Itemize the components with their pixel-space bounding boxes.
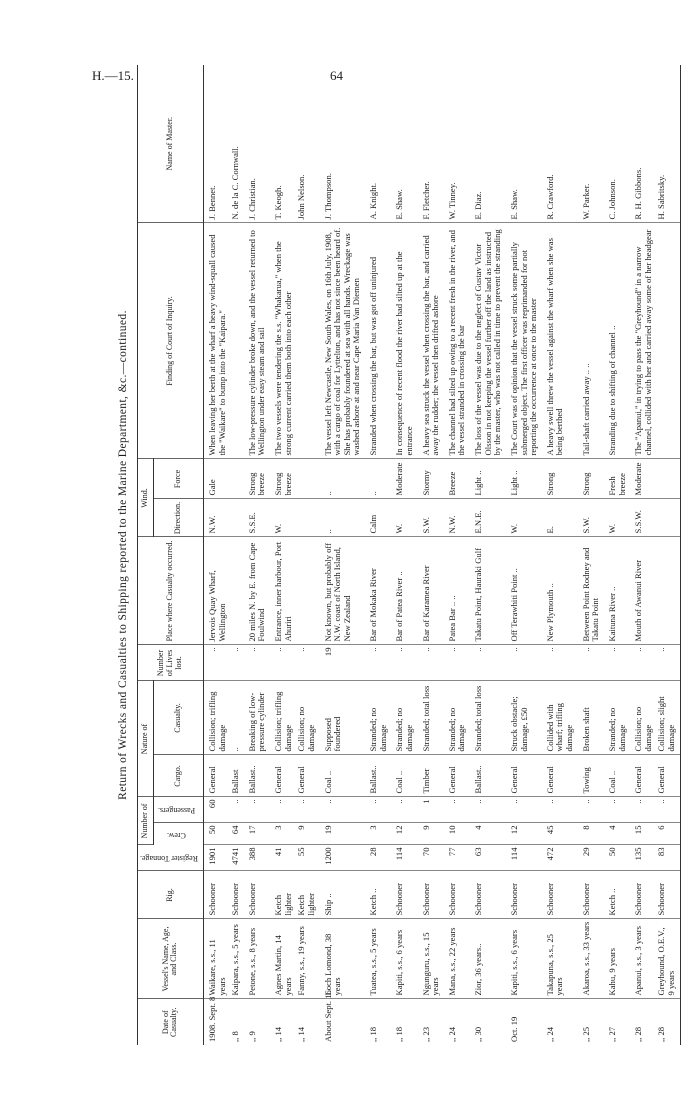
cell-lives-lost: .. — [296, 645, 319, 681]
cell-master: E. Diaz. — [470, 65, 506, 223]
cell-wind-direction: N.W. — [444, 499, 470, 537]
cell-tonnage: 114 — [391, 845, 417, 871]
cell-vessel: Waikare, s.s., 11 years — [203, 919, 230, 999]
cell-place — [230, 537, 244, 645]
cell-wind-direction: W. — [391, 499, 417, 537]
table-row — [630, 65, 656, 1045]
cell-cargo: General — [270, 755, 296, 797]
cell-rig: Schooner — [203, 871, 230, 919]
cell-crew: 10 — [444, 823, 470, 845]
cell-master: T. Keogh. — [270, 65, 296, 223]
cell-wind-force: Gale — [203, 459, 230, 499]
cell-casualty: Collision; trifling damage — [270, 681, 296, 755]
col-number-of: Number of — [138, 797, 154, 845]
cell-crew: 4 — [470, 823, 506, 845]
cell-master: H. Sabritsky. — [656, 65, 680, 223]
cell-finding — [230, 223, 244, 459]
cell-master: R. Crawford. — [542, 65, 578, 223]
cell-lives-lost: .. — [604, 645, 630, 681]
cell-rig: Schooner — [244, 871, 270, 919]
cell-place: New Plymouth .. — [542, 537, 578, 645]
cell-vessel: Tuatea, s.s., 5 years — [365, 919, 391, 999]
cell-wind-direction: .. — [320, 499, 366, 537]
cell-cargo: Ballast.. — [244, 755, 270, 797]
cell-finding: The channel had silted up owing to a recent fresh in the river, and the vessel stranded in crossing the bar — [444, 223, 470, 459]
cell-casualty: Stranded; no damage — [391, 681, 417, 755]
cell-vessel: Kahu, 9 years — [604, 919, 630, 999]
cell-master: A. Knight. — [365, 65, 391, 223]
cell-cargo: General — [542, 755, 578, 797]
cell-vessel: Takapuna, s.s., 25 years — [542, 919, 578, 999]
cell-master: J. Thompson. — [320, 65, 366, 223]
cell-date: ,, 24 — [544, 1026, 555, 1042]
cell-rig: Schooner — [542, 871, 578, 919]
cell-wind-direction: N.W. — [203, 499, 230, 537]
cell-lives-lost: .. — [444, 645, 470, 681]
cell-wind-force: Breeze — [444, 459, 470, 499]
cell-passengers: .. — [506, 797, 542, 823]
cell-cargo: General — [203, 755, 230, 797]
cell-date: ,, 9 — [246, 1031, 257, 1042]
cell-casualty: Collision; no damage — [630, 681, 656, 755]
table-row — [656, 65, 680, 1045]
cell-vessel: Kapiti, s.s., 6 years — [506, 919, 542, 999]
cell-wind-force: Moderate — [391, 459, 417, 499]
col-direction: Direction. — [153, 499, 203, 537]
cell-passengers: .. — [270, 797, 296, 823]
cell-rig: Ship .. — [320, 871, 366, 919]
cell-vessel: Greyhound, O.E.V., 9 years — [656, 919, 680, 999]
cell-wind-direction: S.W. — [578, 499, 604, 537]
col-tonnage: Register Tonnage. — [138, 845, 204, 871]
cell-master: J. Christian. — [244, 65, 270, 223]
col-rig: Rig. — [138, 871, 204, 919]
cell-lives-lost: .. — [365, 645, 391, 681]
cell-casualty: Stranded; no damage — [365, 681, 391, 755]
cell-place: 20 miles N. by E. from Cape Foulwind — [244, 537, 270, 645]
table-caption: Return of Wrecks and Casualties to Shipping reported to the Marine Department, &c.—continued. — [117, 310, 129, 800]
cell-passengers: .. — [656, 797, 680, 823]
cell-date: ,, 14 — [296, 1026, 307, 1042]
cell-vessel: Kapiti, s.s., 6 years — [391, 919, 417, 999]
cell-cargo: Ballast.. — [470, 755, 506, 797]
table-row — [418, 65, 444, 1045]
cell-rig: Ketch .. — [604, 871, 630, 919]
cell-rig: Schooner — [444, 871, 470, 919]
cell-lives-lost: 19 — [320, 645, 366, 681]
cell-tonnage: 29 — [578, 845, 604, 871]
cell-rig: Schooner — [630, 871, 656, 919]
cell-tonnage: 472 — [542, 845, 578, 871]
cell-vessel: Akaroa, s.s., 33 years — [578, 919, 604, 999]
cell-vessel: Ngunguru, s.s., 15 years — [418, 919, 444, 999]
cell-vessel: Loch Lomond, 38 years — [320, 919, 366, 999]
table-row — [470, 65, 506, 1045]
cell-lives-lost: .. — [244, 645, 270, 681]
cell-wind-force: Light .. — [506, 459, 542, 499]
cell-tonnage: 50 — [604, 845, 630, 871]
cell-tonnage: 70 — [418, 845, 444, 871]
cell-finding: In consequence of recent flood the river had silted up at the entrance — [391, 223, 417, 459]
cell-casualty: Struck obstacle; damage, £50 — [506, 681, 542, 755]
cell-passengers: .. — [542, 797, 578, 823]
cell-place: Entrance, inner harbour, Port Ahuriri — [270, 537, 296, 645]
table-row — [604, 65, 630, 1045]
cell-place: Mouth of Awanui River — [630, 537, 656, 645]
col-vessel: Vessel's Name, Age, and Class. — [138, 919, 204, 999]
table-row — [270, 65, 296, 1045]
cell-place: Jervois Quay Wharf, Wellington — [203, 537, 230, 645]
cell-finding: A heavy sea struck the vessel when crossing the bar, and carried away the rudder; the vessel then drifted ashore — [418, 223, 444, 459]
cell-vessel: Mana, s.s., 22 years — [444, 919, 470, 999]
cell-lives-lost: .. — [506, 645, 542, 681]
cell-tonnage: 1200 — [320, 845, 366, 871]
table-row — [244, 65, 270, 1045]
cell-crew: 12 — [391, 823, 417, 845]
cell-finding: Stranding due to shifting of channel .. — [604, 223, 630, 459]
cell-finding: The two vessels were tendering the s.s. "Whakarua," when the strong current carried them both into each other — [270, 223, 296, 459]
rotated-table-page — [115, 65, 700, 1045]
cell-vessel: Zior, 36 years.. — [470, 919, 506, 999]
cell-passengers: .. — [578, 797, 604, 823]
cell-casualty: Supposed foundered — [320, 681, 366, 755]
cell-place — [656, 537, 680, 645]
cell-rig: Schooner — [230, 871, 244, 919]
cell-passengers: 1 — [418, 797, 444, 823]
cell-date: ,, 27 — [606, 1026, 617, 1042]
cell-crew: 3 — [270, 823, 296, 845]
cell-wind-force: Light .. — [470, 459, 506, 499]
cell-wind-force: Moderate — [630, 459, 656, 499]
cell-place: Kaituna River .. — [604, 537, 630, 645]
cell-passengers: .. — [470, 797, 506, 823]
cell-cargo: Ballast.. — [365, 755, 391, 797]
cell-master: E. Shaw. — [391, 65, 417, 223]
cell-casualty: .. — [230, 681, 244, 755]
cell-passengers: .. — [630, 797, 656, 823]
cell-passengers: .. — [604, 797, 630, 823]
cell-cargo: General — [444, 755, 470, 797]
cell-tonnage: 28 — [365, 845, 391, 871]
col-lives-lost: Number of Lives lost. — [138, 645, 204, 681]
cell-lives-lost: .. — [656, 645, 680, 681]
cell-vessel: Fanny, s.s., 19 years — [296, 919, 319, 999]
cell-rig: Ketch .. — [365, 871, 391, 919]
cell-crew: 9 — [296, 823, 319, 845]
cell-wind-direction: S.S.E. — [244, 499, 270, 537]
col-wind: Wind. — [138, 459, 154, 537]
cell-wind-force: Fresh breeze — [604, 459, 630, 499]
cell-date: 1908. Sept. 8 — [206, 996, 217, 1042]
cell-date: ,, 14 — [273, 1026, 284, 1042]
cell-rig: Schooner — [391, 871, 417, 919]
cell-wind-direction — [656, 499, 680, 537]
cell-rig: Schooner — [418, 871, 444, 919]
col-master: Name of Master. — [138, 65, 204, 223]
cell-wind-direction — [230, 499, 244, 537]
cell-place: Not known, but probably off N.W. coast of North Island, New Zealand — [320, 537, 366, 645]
cell-lives-lost: .. — [470, 645, 506, 681]
cell-master: John Nelson. — [296, 65, 319, 223]
cell-vessel: Petone, s.s., 8 years — [244, 919, 270, 999]
cell-master: N. de la C. Cornwall. — [230, 65, 244, 223]
cell-lives-lost: .. — [270, 645, 296, 681]
cell-place: Off Terawhiti Point .. — [506, 537, 542, 645]
cell-casualty: Broken shaft — [578, 681, 604, 755]
cell-lives-lost: .. — [230, 645, 244, 681]
cell-wind-direction: S.S.W. — [630, 499, 656, 537]
cell-wind-direction: W. — [506, 499, 542, 537]
cell-casualty: Stranded; total loss — [470, 681, 506, 755]
cell-crew: 15 — [630, 823, 656, 845]
col-crew: Crew. — [153, 823, 203, 845]
cell-date: ,, 24 — [446, 1026, 457, 1042]
col-casualty: Casualty. — [153, 681, 203, 755]
cell-tonnage: 4741 — [230, 845, 244, 871]
page-number: 64 — [330, 68, 343, 83]
cell-date: ,, 28 — [656, 999, 680, 1045]
table-row — [391, 65, 417, 1045]
cell-master: J. Bennet. — [203, 65, 230, 223]
table-row — [578, 65, 604, 1045]
cell-casualty: Stranded; total loss — [418, 681, 444, 755]
cell-tonnage: 135 — [630, 845, 656, 871]
cell-wind-force: Strong — [542, 459, 578, 499]
cell-casualty: Collision; trifling damage — [203, 681, 230, 755]
cell-rig: Ketch lighter — [296, 871, 319, 919]
table-row — [203, 65, 230, 1045]
cell-cargo: General — [296, 755, 319, 797]
cell-tonnage: 114 — [506, 845, 542, 871]
cell-lives-lost: .. — [542, 645, 578, 681]
cell-casualty: Breaking of low-pressure cylinder — [244, 681, 270, 755]
cell-crew: 3 — [365, 823, 391, 845]
document-reference: H.—15. — [92, 68, 134, 83]
cell-place: Bar of Patea River .. — [391, 537, 417, 645]
cell-place: Patea Bar .. .. — [444, 537, 470, 645]
cell-passengers: 60 — [203, 797, 230, 823]
col-nature-of: Nature of — [138, 681, 154, 797]
cell-crew: 50 — [203, 823, 230, 845]
cell-finding: When leaving her berth at the wharf a heavy wind-squall caused the "Waikare" to bump into the "Kaipara." — [203, 223, 230, 459]
cell-passengers: .. — [244, 797, 270, 823]
cell-lives-lost: .. — [578, 645, 604, 681]
cell-cargo: Towing — [578, 755, 604, 797]
cell-date: ,, 18 — [394, 1026, 405, 1042]
cell-cargo: Coal .. — [604, 755, 630, 797]
cell-date: Oct. 19 — [508, 1016, 519, 1042]
col-cargo: Cargo. — [153, 755, 203, 797]
cell-wind-direction: E.N.E. — [470, 499, 506, 537]
cell-lives-lost: .. — [391, 645, 417, 681]
cell-cargo: Coal .. — [320, 755, 366, 797]
cell-wind-direction: Calm — [365, 499, 391, 537]
cell-cargo: General — [656, 755, 680, 797]
cell-date: ,, 8 — [230, 1031, 241, 1042]
table-row — [365, 65, 391, 1045]
cell-place: Bar of Karamea River — [418, 537, 444, 645]
cell-master: C. Johnson. — [604, 65, 630, 223]
col-date: Date of Casualty. — [138, 999, 204, 1045]
cell-crew: 17 — [244, 823, 270, 845]
cell-wind-force — [296, 459, 319, 499]
cell-vessel: Kaipara, s.s., 5 years — [230, 919, 244, 999]
cell-finding: Tail-shaft carried away .. .. — [578, 223, 604, 459]
wrecks-casualties-table — [137, 65, 681, 1045]
cell-wind-direction: S.W. — [418, 499, 444, 537]
col-finding: Finding of Court of Inquiry. — [138, 223, 204, 459]
cell-lives-lost: .. — [630, 645, 656, 681]
cell-rig: Schooner — [506, 871, 542, 919]
cell-wind-force: .. — [365, 459, 391, 499]
col-force: Force — [153, 459, 203, 499]
cell-place: Takatu Point, Hauraki Gulf — [470, 537, 506, 645]
cell-cargo: General — [630, 755, 656, 797]
cell-crew: 12 — [506, 823, 542, 845]
cell-finding: The "Apanui," in trying to pass the "Greyhound" in a narrow channel, collided with her and carried away some of her headgear — [630, 223, 656, 459]
cell-wind-direction: E. — [542, 499, 578, 537]
cell-master: W. Parker. — [578, 65, 604, 223]
cell-master: F. Fletcher. — [418, 65, 444, 223]
cell-finding: The loss of the vessel was due to the neglect of Gustav Victor Olsson in not keeping the vessel further off the land as instructed by the master, who was not called in time to prevent the stranding — [470, 223, 506, 459]
cell-casualty: Collided with wharf; trifling damage — [542, 681, 578, 755]
cell-place — [296, 537, 319, 645]
cell-master: R. H. Gibbons. — [630, 65, 656, 223]
cell-finding — [656, 223, 680, 459]
cell-casualty: Stranded; no damage — [444, 681, 470, 755]
cell-date: ,, 30 — [473, 1026, 484, 1042]
cell-master: E. Shaw. — [506, 65, 542, 223]
cell-vessel: Agnes Martin, 14 years — [270, 919, 296, 999]
table-row — [320, 65, 366, 1045]
cell-date: ,, 23 — [420, 1026, 431, 1042]
cell-crew: 4 — [604, 823, 630, 845]
cell-casualty: Collision; slight damage — [656, 681, 680, 755]
cell-tonnage: 63 — [470, 845, 506, 871]
cell-wind-force: .. — [320, 459, 366, 499]
table-row — [542, 65, 578, 1045]
cell-date: ,, 18 — [368, 1026, 379, 1042]
cell-wind-force — [656, 459, 680, 499]
cell-finding: Stranded when crossing the bar, but was got off uninjured — [365, 223, 391, 459]
cell-tonnage: 83 — [656, 845, 680, 871]
cell-crew: 64 — [230, 823, 244, 845]
cell-finding: A heavy swell threw the vessel against the wharf when she was being berthed — [542, 223, 578, 459]
cell-finding: The Court was of opinion that the vessel struck some partially submerged object. The first officer was reprimanded for not reporting the occurrence at once to the master — [506, 223, 542, 459]
cell-place: Between Point Rodney and Takatu Point — [578, 537, 604, 645]
cell-date: ,, 28 — [633, 1026, 644, 1042]
col-passengers: Passengers. — [153, 797, 203, 823]
cell-rig: Schooner — [656, 871, 680, 919]
table-row — [296, 65, 319, 1045]
cell-crew: 45 — [542, 823, 578, 845]
cell-vessel: Apanui, s.s., 3 years — [630, 919, 656, 999]
cell-crew: 9 — [418, 823, 444, 845]
cell-tonnage: 388 — [244, 845, 270, 871]
cell-finding: The low-pressure cylinder broke down, and the vessel returned to Wellington under easy steam and sail — [244, 223, 270, 459]
cell-lives-lost: .. — [203, 645, 230, 681]
cell-wind-direction: W. — [604, 499, 630, 537]
cell-place: Bar of Mokaka River — [365, 537, 391, 645]
cell-wind-force — [230, 459, 244, 499]
cell-passengers: .. — [444, 797, 470, 823]
cell-tonnage: 55 — [296, 845, 319, 871]
cell-wind-force: Stormy — [418, 459, 444, 499]
cell-crew: 6 — [656, 823, 680, 845]
cell-rig: Schooner — [470, 871, 506, 919]
cell-cargo: Ballast — [230, 755, 244, 797]
cell-tonnage: 1901 — [203, 845, 230, 871]
table-row — [506, 65, 542, 1045]
cell-crew: 19 — [320, 823, 366, 845]
cell-wind-direction — [296, 499, 319, 537]
cell-wind-force: Strong breeze — [244, 459, 270, 499]
cell-cargo: Timber — [418, 755, 444, 797]
cell-passengers: .. — [391, 797, 417, 823]
cell-wind-force: Strong breeze — [270, 459, 296, 499]
cell-rig: Schooner — [578, 871, 604, 919]
table-row — [230, 65, 244, 1045]
cell-casualty: Stranded; no damage — [604, 681, 630, 755]
cell-crew: 8 — [578, 823, 604, 845]
col-place: Place where Casualty occurred. — [138, 537, 204, 645]
cell-passengers: .. — [230, 797, 244, 823]
cell-passengers: .. — [365, 797, 391, 823]
cell-wind-force: Strong — [578, 459, 604, 499]
cell-rig: Ketch lighter — [270, 871, 296, 919]
cell-finding: The vessel left Newcastle, New South Wales, on 16th July, 1908, with a cargo of coal for Lyttelton, and has not since been heard of. She has probably foundered at sea with all hands. Wreckage was washed ashore at and near Cape Maria Van Diemen — [320, 223, 366, 459]
cell-master: W. Tinney. — [444, 65, 470, 223]
table-row — [444, 65, 470, 1045]
cell-passengers: .. — [296, 797, 319, 823]
cell-finding — [296, 223, 319, 459]
cell-casualty: Collision; no damage — [296, 681, 319, 755]
cell-tonnage: 77 — [444, 845, 470, 871]
cell-cargo: Coal .. — [391, 755, 417, 797]
cell-tonnage: 41 — [270, 845, 296, 871]
cell-lives-lost: .. — [418, 645, 444, 681]
cell-date: About Sept. 16 — [322, 990, 333, 1042]
cell-date: ,, 25 — [580, 1026, 591, 1042]
cell-passengers: .. — [320, 797, 366, 823]
cell-cargo: General — [506, 755, 542, 797]
cell-wind-direction: W. — [270, 499, 296, 537]
